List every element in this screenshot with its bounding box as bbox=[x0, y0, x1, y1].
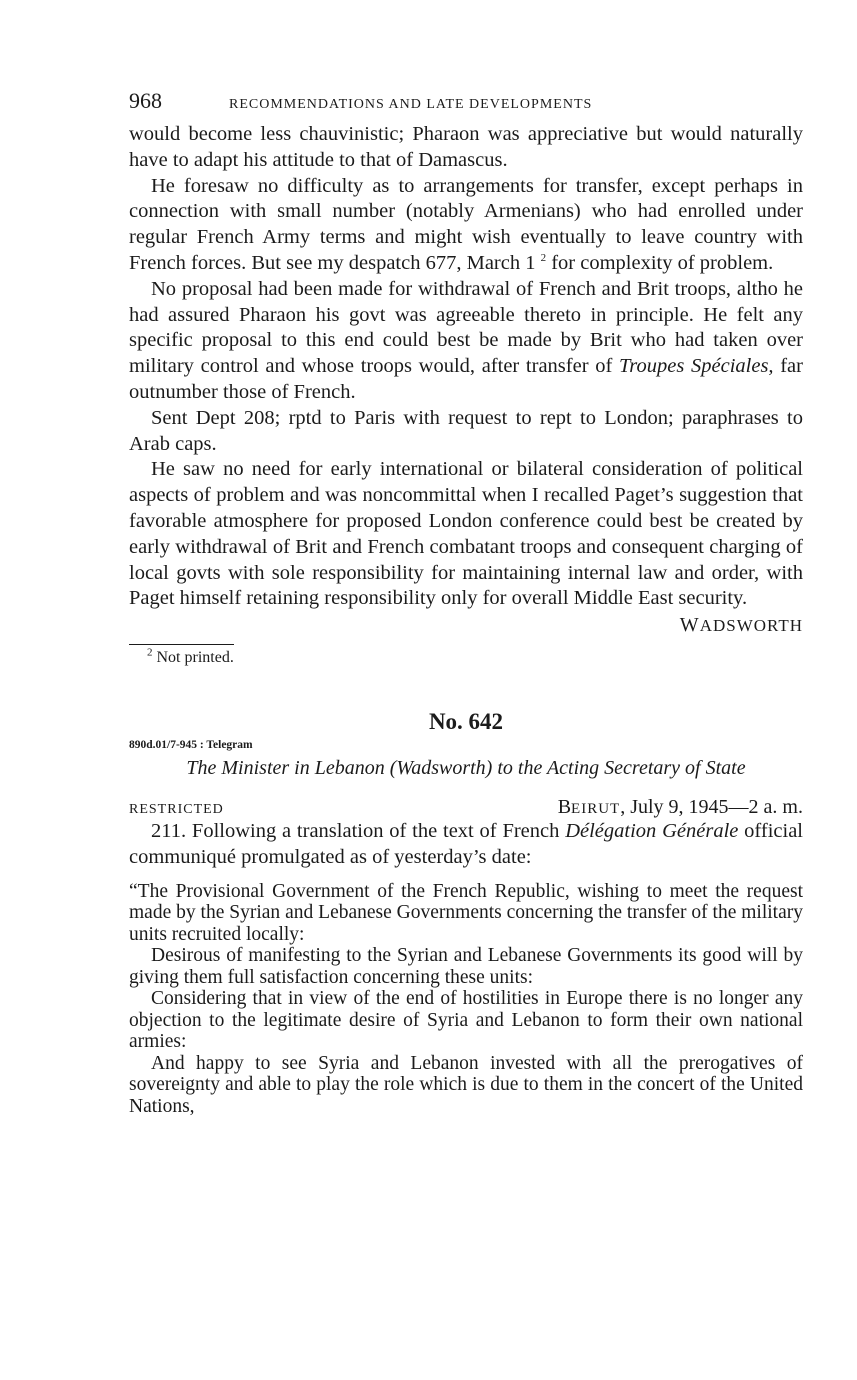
document-page bbox=[129, 88, 803, 1117]
telegram-intro bbox=[129, 819, 803, 871]
paragraph: would become less chauvinistic; Pharaon was appreciative but would naturally have to adapt his attitude to that of Damascus. bbox=[129, 123, 803, 171]
signature: WADSWORTH bbox=[679, 614, 803, 637]
paragraph: He foresaw no difficulty as to arrangements for transfer, except perhaps in connection with small number (notably Armenians) who had enrolled under regular French Army terms and might wish eventually to leave country with French forces. But see my despatch 677, March 1 $^2$ for complexity of problem. bbox=[129, 174, 803, 274]
footnote-divider bbox=[129, 644, 234, 645]
document-title: The Minister in Lebanon (Wadsworth) to the Acting Secretary of State bbox=[186, 757, 746, 780]
footnote-reference: 2 bbox=[540, 252, 547, 265]
classification: RESTRICTED bbox=[129, 802, 224, 818]
dateline bbox=[129, 796, 803, 819]
page-header bbox=[129, 88, 803, 122]
quote-paragraph: And happy to see Syria and Lebanon invested with all the prerogatives of sovereignty and able to play the role which is due to them in the concert of the United Nations, bbox=[129, 1052, 803, 1117]
quote-paragraph: “The Provisional Government of the French Republic, wishing to meet the request made by the Syrian and Lebanese Governments concerning the transfer of the military units recruited locally: bbox=[129, 880, 803, 945]
paragraph: He saw no need for early international or bilateral consideration of political aspects of problem and was noncommittal when I recalled Paget’s suggestion that favorable atmosphere for proposed London conference could best be created by early withdrawal of Brit and French combatant troops and consequent charging of local govts with sole responsibility for maintaining internal law and order, with Paget himself retaining responsibility only for overall Middle East security. bbox=[129, 458, 803, 610]
file-reference: 890d.01/7-945 : Telegram bbox=[129, 739, 253, 752]
running-head: RECOMMENDATIONS AND LATE DEVELOPMENTS bbox=[229, 97, 593, 112]
continued-telegram-text bbox=[129, 122, 803, 612]
page-number: 968 bbox=[129, 88, 162, 113]
quote-paragraph: Considering that in view of the end of hostilities in Europe there is no longer any objection to the legitimate desire of Syria and Lebanon to form their own national armies: bbox=[129, 988, 803, 1053]
footnote-marker: 2 bbox=[147, 646, 153, 659]
communique-quote bbox=[129, 881, 803, 1118]
document-number: No. 642 bbox=[428, 709, 504, 735]
paragraph: No proposal had been made for withdrawal of French and Brit troops, altho he had assured Pharaon his govt was agreeable thereto in principle. He felt any specific proposal to this end could best be made by Brit who had taken over military control and whose troops would, after transfer of Troupes Spéciales, far outnumber those of French. bbox=[129, 277, 803, 403]
paragraph: Sent Dept 208; rptd to Paris with request to rept to London; paraphrases to Arab caps. bbox=[129, 406, 803, 455]
footnote: $^2$ Not printed. bbox=[147, 646, 234, 667]
place-and-date: BEIRUT, July 9, 1945—2 a. m. bbox=[557, 796, 803, 819]
paragraph: 211. Following a translation of the text of French Délégation Générale official communiqué promulgated as of yesterday’s date: bbox=[129, 820, 803, 868]
quote-paragraph: Desirous of manifesting to the Syrian and Lebanese Governments its good will by giving them full satisfaction concerning these units: bbox=[129, 945, 803, 988]
